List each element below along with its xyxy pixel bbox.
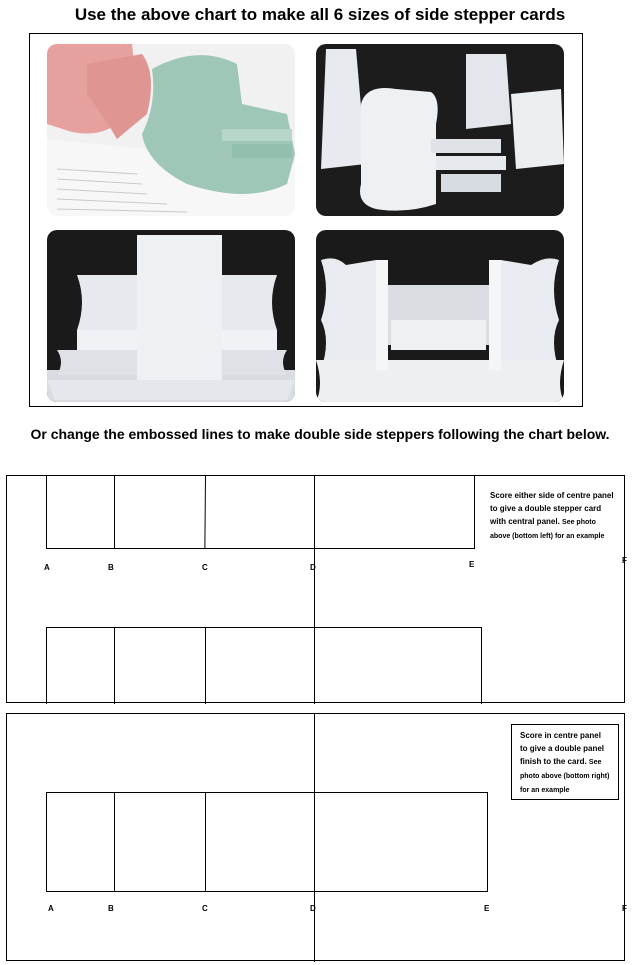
panel-outline xyxy=(46,792,488,892)
score-line-b xyxy=(114,792,115,892)
top-panel-outline xyxy=(46,476,475,549)
score-line-c-bottom xyxy=(205,627,206,704)
chart-double-panel xyxy=(6,713,625,961)
label-f: F xyxy=(622,556,627,565)
label-a-2: A xyxy=(48,904,54,913)
label-b-2: B xyxy=(108,904,114,913)
note-small-2: See photo above (bottom right) for an example xyxy=(520,759,610,794)
photo-white-cards-top-right xyxy=(316,44,564,216)
section-heading: Or change the embossed lines to make double side steppers following the chart below. xyxy=(30,426,610,442)
score-line-b-top xyxy=(114,476,115,549)
label-e-2: E xyxy=(484,904,490,913)
score-line-b-bottom xyxy=(114,627,115,704)
note-main: Score either side of centre panel to give a double stepper card with central panel. xyxy=(490,491,614,526)
score-line-d-2 xyxy=(314,714,315,962)
note-small: See photo above (bottom left) for an example xyxy=(490,519,605,540)
photo-collage xyxy=(29,33,583,407)
bottom-panel-outline xyxy=(46,627,482,704)
label-d: D xyxy=(310,563,316,572)
label-f-2: F xyxy=(622,904,627,913)
score-note-box xyxy=(511,724,619,800)
chart-double-stepper xyxy=(6,475,625,703)
photo-double-panel-bottom-right xyxy=(316,230,564,402)
photo-double-stepper-bottom-left xyxy=(47,230,295,402)
score-note xyxy=(490,489,618,543)
label-e: E xyxy=(469,560,475,569)
label-b: B xyxy=(108,563,114,572)
label-d-2: D xyxy=(310,904,316,913)
page-title: Use the above chart to make all 6 sizes of side stepper cards xyxy=(74,5,566,24)
score-line-c xyxy=(205,792,206,892)
note-main-2: Score in centre panel to give a double panel finish to the card. xyxy=(520,731,605,766)
label-a: A xyxy=(44,563,50,572)
label-c: C xyxy=(202,563,208,572)
photo-pastel-cards xyxy=(47,44,295,216)
label-c-2: C xyxy=(202,904,208,913)
